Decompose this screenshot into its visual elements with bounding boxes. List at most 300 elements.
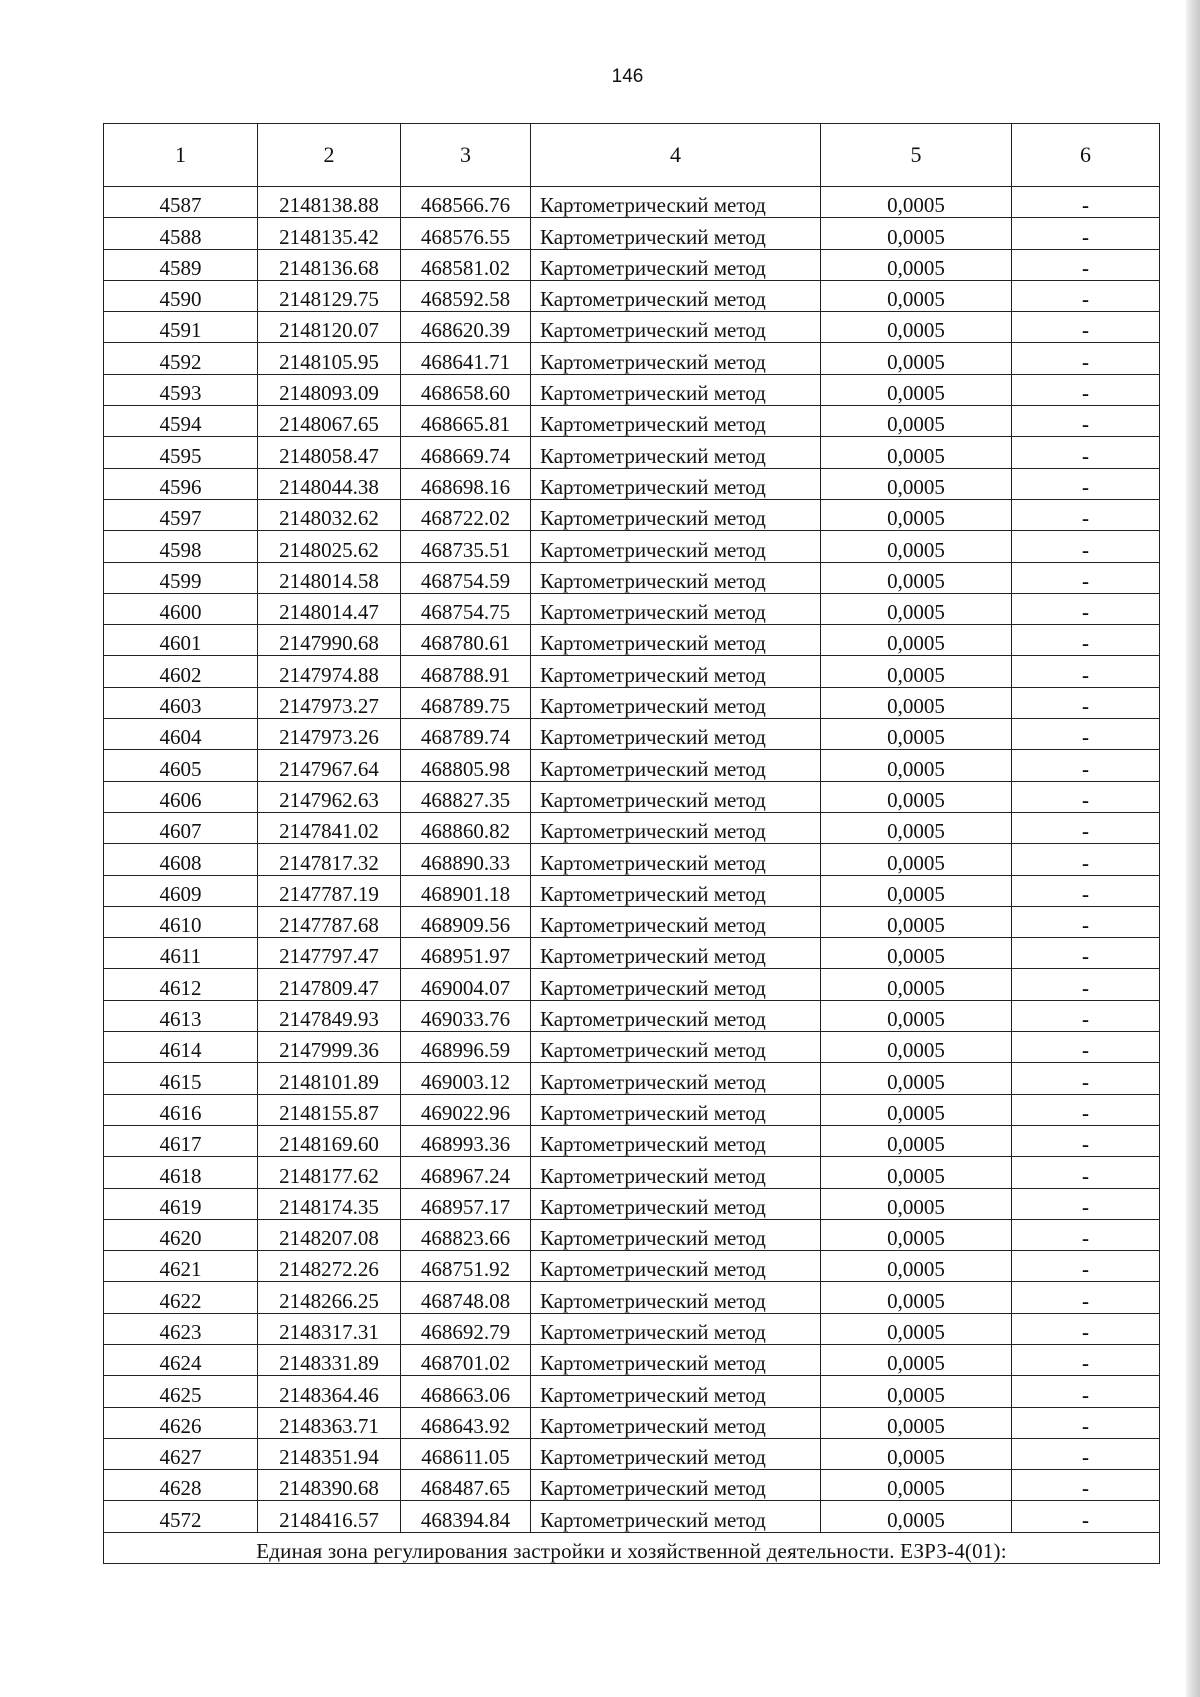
accuracy-cell: 0,0005 xyxy=(821,1470,1012,1501)
method-cell: Картометрический метод xyxy=(531,1219,821,1250)
y-coordinate-cell: 468663.06 xyxy=(401,1376,531,1407)
method-cell: Картометрический метод xyxy=(531,781,821,812)
note-cell: - xyxy=(1012,1407,1160,1438)
accuracy-cell: 0,0005 xyxy=(821,844,1012,875)
point-number-cell: 4628 xyxy=(104,1470,258,1501)
method-cell: Картометрический метод xyxy=(531,531,821,562)
header-cell-4: 4 xyxy=(531,124,821,187)
accuracy-cell: 0,0005 xyxy=(821,1000,1012,1031)
note-cell: - xyxy=(1012,1063,1160,1094)
x-coordinate-cell: 2148014.47 xyxy=(258,593,401,624)
table-row xyxy=(104,781,1160,812)
x-coordinate-cell: 2148266.25 xyxy=(258,1282,401,1313)
note-cell: - xyxy=(1012,1282,1160,1313)
x-coordinate-cell: 2148177.62 xyxy=(258,1157,401,1188)
x-coordinate-cell: 2148093.09 xyxy=(258,374,401,405)
y-coordinate-cell: 468789.75 xyxy=(401,687,531,718)
point-number-cell: 4615 xyxy=(104,1063,258,1094)
point-number-cell: 4595 xyxy=(104,437,258,468)
table-row xyxy=(104,1376,1160,1407)
table-row xyxy=(104,844,1160,875)
note-cell: - xyxy=(1012,1000,1160,1031)
x-coordinate-cell: 2147787.68 xyxy=(258,906,401,937)
table-row xyxy=(104,1470,1160,1501)
note-cell: - xyxy=(1012,1344,1160,1375)
accuracy-cell: 0,0005 xyxy=(821,187,1012,218)
point-number-cell: 4607 xyxy=(104,812,258,843)
point-number-cell: 4627 xyxy=(104,1438,258,1469)
method-cell: Картометрический метод xyxy=(531,312,821,343)
table-row xyxy=(104,531,1160,562)
x-coordinate-cell: 2148136.68 xyxy=(258,249,401,280)
point-number-cell: 4624 xyxy=(104,1344,258,1375)
point-number-cell: 4605 xyxy=(104,750,258,781)
accuracy-cell: 0,0005 xyxy=(821,750,1012,781)
method-cell: Картометрический метод xyxy=(531,437,821,468)
x-coordinate-cell: 2148101.89 xyxy=(258,1063,401,1094)
table-row xyxy=(104,1000,1160,1031)
y-coordinate-cell: 468592.58 xyxy=(401,280,531,311)
header-cell-5: 5 xyxy=(821,124,1012,187)
note-cell: - xyxy=(1012,625,1160,656)
x-coordinate-cell: 2148067.65 xyxy=(258,406,401,437)
table-row xyxy=(104,687,1160,718)
accuracy-cell: 0,0005 xyxy=(821,812,1012,843)
x-coordinate-cell: 2147797.47 xyxy=(258,938,401,969)
accuracy-cell: 0,0005 xyxy=(821,1251,1012,1282)
point-number-cell: 4594 xyxy=(104,406,258,437)
table-row xyxy=(104,969,1160,1000)
note-cell: - xyxy=(1012,969,1160,1000)
note-cell: - xyxy=(1012,719,1160,750)
note-cell: - xyxy=(1012,1125,1160,1156)
x-coordinate-cell: 2148331.89 xyxy=(258,1344,401,1375)
point-number-cell: 4602 xyxy=(104,656,258,687)
x-coordinate-cell: 2148032.62 xyxy=(258,499,401,530)
note-cell: - xyxy=(1012,938,1160,969)
x-coordinate-cell: 2148138.88 xyxy=(258,187,401,218)
table-row xyxy=(104,406,1160,437)
method-cell: Картометрический метод xyxy=(531,1282,821,1313)
accuracy-cell: 0,0005 xyxy=(821,687,1012,718)
table-row xyxy=(104,312,1160,343)
y-coordinate-cell: 468827.35 xyxy=(401,781,531,812)
note-cell: - xyxy=(1012,312,1160,343)
scan-edge xyxy=(1186,0,1200,1697)
x-coordinate-cell: 2147967.64 xyxy=(258,750,401,781)
x-coordinate-cell: 2148416.57 xyxy=(258,1501,401,1532)
table-row xyxy=(104,1313,1160,1344)
page-number: 146 xyxy=(611,66,644,87)
note-cell: - xyxy=(1012,437,1160,468)
x-coordinate-cell: 2148025.62 xyxy=(258,531,401,562)
y-coordinate-cell: 469003.12 xyxy=(401,1063,531,1094)
table-row xyxy=(104,1344,1160,1375)
x-coordinate-cell: 2148135.42 xyxy=(258,218,401,249)
point-number-cell: 4597 xyxy=(104,499,258,530)
y-coordinate-cell: 468780.61 xyxy=(401,625,531,656)
note-cell: - xyxy=(1012,1470,1160,1501)
accuracy-cell: 0,0005 xyxy=(821,406,1012,437)
point-number-cell: 4593 xyxy=(104,374,258,405)
x-coordinate-cell: 2148363.71 xyxy=(258,1407,401,1438)
y-coordinate-cell: 468735.51 xyxy=(401,531,531,562)
x-coordinate-cell: 2147809.47 xyxy=(258,969,401,1000)
point-number-cell: 4587 xyxy=(104,187,258,218)
method-cell: Картометрический метод xyxy=(531,218,821,249)
accuracy-cell: 0,0005 xyxy=(821,1407,1012,1438)
method-cell: Картометрический метод xyxy=(531,593,821,624)
table-row xyxy=(104,562,1160,593)
x-coordinate-cell: 2147787.19 xyxy=(258,875,401,906)
y-coordinate-cell: 468957.17 xyxy=(401,1188,531,1219)
table-row xyxy=(104,719,1160,750)
note-cell: - xyxy=(1012,1376,1160,1407)
accuracy-cell: 0,0005 xyxy=(821,875,1012,906)
note-cell: - xyxy=(1012,656,1160,687)
x-coordinate-cell: 2148105.95 xyxy=(258,343,401,374)
header-cell-3: 3 xyxy=(401,124,531,187)
table-body xyxy=(104,124,1160,1564)
accuracy-cell: 0,0005 xyxy=(821,531,1012,562)
table-row xyxy=(104,280,1160,311)
y-coordinate-cell: 468748.08 xyxy=(401,1282,531,1313)
x-coordinate-cell: 2148058.47 xyxy=(258,437,401,468)
table-row xyxy=(104,1188,1160,1219)
y-coordinate-cell: 468823.66 xyxy=(401,1219,531,1250)
note-cell: - xyxy=(1012,499,1160,530)
table-row xyxy=(104,249,1160,280)
point-number-cell: 4598 xyxy=(104,531,258,562)
method-cell: Картометрический метод xyxy=(531,656,821,687)
table-row xyxy=(104,1063,1160,1094)
accuracy-cell: 0,0005 xyxy=(821,280,1012,311)
table-header-row xyxy=(104,124,1160,187)
accuracy-cell: 0,0005 xyxy=(821,312,1012,343)
y-coordinate-cell: 468951.97 xyxy=(401,938,531,969)
accuracy-cell: 0,0005 xyxy=(821,218,1012,249)
accuracy-cell: 0,0005 xyxy=(821,969,1012,1000)
method-cell: Картометрический метод xyxy=(531,1438,821,1469)
accuracy-cell: 0,0005 xyxy=(821,1438,1012,1469)
table-row xyxy=(104,343,1160,374)
method-cell: Картометрический метод xyxy=(531,1344,821,1375)
x-coordinate-cell: 2147973.26 xyxy=(258,719,401,750)
x-coordinate-cell: 2148155.87 xyxy=(258,1094,401,1125)
point-number-cell: 4572 xyxy=(104,1501,258,1532)
point-number-cell: 4610 xyxy=(104,906,258,937)
method-cell: Картометрический метод xyxy=(531,812,821,843)
note-cell: - xyxy=(1012,844,1160,875)
method-cell: Картометрический метод xyxy=(531,1188,821,1219)
x-coordinate-cell: 2147817.32 xyxy=(258,844,401,875)
table-row xyxy=(104,593,1160,624)
table-row xyxy=(104,187,1160,218)
y-coordinate-cell: 468643.92 xyxy=(401,1407,531,1438)
method-cell: Картометрический метод xyxy=(531,1313,821,1344)
table-row xyxy=(104,938,1160,969)
x-coordinate-cell: 2148129.75 xyxy=(258,280,401,311)
note-cell: - xyxy=(1012,406,1160,437)
note-cell: - xyxy=(1012,750,1160,781)
accuracy-cell: 0,0005 xyxy=(821,1063,1012,1094)
note-cell: - xyxy=(1012,468,1160,499)
accuracy-cell: 0,0005 xyxy=(821,1219,1012,1250)
y-coordinate-cell: 468701.02 xyxy=(401,1344,531,1375)
method-cell: Картометрический метод xyxy=(531,249,821,280)
method-cell: Картометрический метод xyxy=(531,687,821,718)
y-coordinate-cell: 468789.74 xyxy=(401,719,531,750)
note-cell: - xyxy=(1012,1188,1160,1219)
y-coordinate-cell: 468669.74 xyxy=(401,437,531,468)
point-number-cell: 4617 xyxy=(104,1125,258,1156)
point-number-cell: 4592 xyxy=(104,343,258,374)
table-row xyxy=(104,1157,1160,1188)
note-cell: - xyxy=(1012,249,1160,280)
point-number-cell: 4590 xyxy=(104,280,258,311)
table-row xyxy=(104,218,1160,249)
x-coordinate-cell: 2147974.88 xyxy=(258,656,401,687)
method-cell: Картометрический метод xyxy=(531,499,821,530)
accuracy-cell: 0,0005 xyxy=(821,499,1012,530)
y-coordinate-cell: 469004.07 xyxy=(401,969,531,1000)
accuracy-cell: 0,0005 xyxy=(821,1125,1012,1156)
y-coordinate-cell: 468805.98 xyxy=(401,750,531,781)
table-row xyxy=(104,468,1160,499)
accuracy-cell: 0,0005 xyxy=(821,562,1012,593)
note-cell: - xyxy=(1012,1094,1160,1125)
point-number-cell: 4619 xyxy=(104,1188,258,1219)
table-row xyxy=(104,656,1160,687)
table-caption-row xyxy=(104,1532,1160,1563)
table-row xyxy=(104,1032,1160,1063)
point-number-cell: 4613 xyxy=(104,1000,258,1031)
note-cell: - xyxy=(1012,1219,1160,1250)
note-cell: - xyxy=(1012,1251,1160,1282)
x-coordinate-cell: 2148390.68 xyxy=(258,1470,401,1501)
method-cell: Картометрический метод xyxy=(531,1407,821,1438)
point-number-cell: 4591 xyxy=(104,312,258,343)
y-coordinate-cell: 468751.92 xyxy=(401,1251,531,1282)
table-row xyxy=(104,906,1160,937)
method-cell: Картометрический метод xyxy=(531,468,821,499)
method-cell: Картометрический метод xyxy=(531,1094,821,1125)
method-cell: Картометрический метод xyxy=(531,1470,821,1501)
method-cell: Картометрический метод xyxy=(531,406,821,437)
y-coordinate-cell: 468665.81 xyxy=(401,406,531,437)
note-cell: - xyxy=(1012,343,1160,374)
table-row xyxy=(104,1094,1160,1125)
note-cell: - xyxy=(1012,1157,1160,1188)
note-cell: - xyxy=(1012,1501,1160,1532)
method-cell: Картометрический метод xyxy=(531,906,821,937)
y-coordinate-cell: 468611.05 xyxy=(401,1438,531,1469)
x-coordinate-cell: 2148317.31 xyxy=(258,1313,401,1344)
method-cell: Картометрический метод xyxy=(531,875,821,906)
accuracy-cell: 0,0005 xyxy=(821,719,1012,750)
table-row xyxy=(104,875,1160,906)
accuracy-cell: 0,0005 xyxy=(821,1188,1012,1219)
header-cell-1: 1 xyxy=(104,124,258,187)
method-cell: Картометрический метод xyxy=(531,374,821,405)
note-cell: - xyxy=(1012,781,1160,812)
method-cell: Картометрический метод xyxy=(531,1063,821,1094)
header-cell-2: 2 xyxy=(258,124,401,187)
x-coordinate-cell: 2148207.08 xyxy=(258,1219,401,1250)
note-cell: - xyxy=(1012,562,1160,593)
accuracy-cell: 0,0005 xyxy=(821,938,1012,969)
y-coordinate-cell: 468394.84 xyxy=(401,1501,531,1532)
x-coordinate-cell: 2148120.07 xyxy=(258,312,401,343)
y-coordinate-cell: 468581.02 xyxy=(401,249,531,280)
note-cell: - xyxy=(1012,531,1160,562)
point-number-cell: 4618 xyxy=(104,1157,258,1188)
table-row xyxy=(104,1501,1160,1532)
table-row xyxy=(104,750,1160,781)
point-number-cell: 4600 xyxy=(104,593,258,624)
method-cell: Картометрический метод xyxy=(531,1251,821,1282)
accuracy-cell: 0,0005 xyxy=(821,781,1012,812)
y-coordinate-cell: 468566.76 xyxy=(401,187,531,218)
x-coordinate-cell: 2147990.68 xyxy=(258,625,401,656)
table-row xyxy=(104,625,1160,656)
method-cell: Картометрический метод xyxy=(531,625,821,656)
y-coordinate-cell: 468692.79 xyxy=(401,1313,531,1344)
point-number-cell: 4614 xyxy=(104,1032,258,1063)
note-cell: - xyxy=(1012,187,1160,218)
y-coordinate-cell: 468967.24 xyxy=(401,1157,531,1188)
accuracy-cell: 0,0005 xyxy=(821,1501,1012,1532)
point-number-cell: 4599 xyxy=(104,562,258,593)
accuracy-cell: 0,0005 xyxy=(821,437,1012,468)
y-coordinate-cell: 468641.71 xyxy=(401,343,531,374)
method-cell: Картометрический метод xyxy=(531,969,821,1000)
point-number-cell: 4621 xyxy=(104,1251,258,1282)
accuracy-cell: 0,0005 xyxy=(821,625,1012,656)
point-number-cell: 4604 xyxy=(104,719,258,750)
method-cell: Картометрический метод xyxy=(531,1000,821,1031)
accuracy-cell: 0,0005 xyxy=(821,656,1012,687)
y-coordinate-cell: 468993.36 xyxy=(401,1125,531,1156)
method-cell: Картометрический метод xyxy=(531,1032,821,1063)
y-coordinate-cell: 468576.55 xyxy=(401,218,531,249)
table-row xyxy=(104,812,1160,843)
point-number-cell: 4626 xyxy=(104,1407,258,1438)
method-cell: Картометрический метод xyxy=(531,1501,821,1532)
accuracy-cell: 0,0005 xyxy=(821,906,1012,937)
x-coordinate-cell: 2147849.93 xyxy=(258,1000,401,1031)
note-cell: - xyxy=(1012,906,1160,937)
table-row xyxy=(104,1438,1160,1469)
y-coordinate-cell: 468788.91 xyxy=(401,656,531,687)
point-number-cell: 4596 xyxy=(104,468,258,499)
point-number-cell: 4620 xyxy=(104,1219,258,1250)
zone-caption: Единая зона регулирования застройки и хозяйственной деятельности. ЕЗРЗ-4(01): xyxy=(104,1532,1160,1563)
method-cell: Картометрический метод xyxy=(531,187,821,218)
x-coordinate-cell: 2148014.58 xyxy=(258,562,401,593)
y-coordinate-cell: 469033.76 xyxy=(401,1000,531,1031)
note-cell: - xyxy=(1012,280,1160,311)
point-number-cell: 4603 xyxy=(104,687,258,718)
y-coordinate-cell: 469022.96 xyxy=(401,1094,531,1125)
x-coordinate-cell: 2148169.60 xyxy=(258,1125,401,1156)
coordinates-table xyxy=(103,123,1160,1564)
accuracy-cell: 0,0005 xyxy=(821,1032,1012,1063)
note-cell: - xyxy=(1012,812,1160,843)
x-coordinate-cell: 2147841.02 xyxy=(258,812,401,843)
point-number-cell: 4622 xyxy=(104,1282,258,1313)
note-cell: - xyxy=(1012,875,1160,906)
y-coordinate-cell: 468658.60 xyxy=(401,374,531,405)
note-cell: - xyxy=(1012,218,1160,249)
method-cell: Картометрический метод xyxy=(531,280,821,311)
x-coordinate-cell: 2148174.35 xyxy=(258,1188,401,1219)
note-cell: - xyxy=(1012,1438,1160,1469)
y-coordinate-cell: 468620.39 xyxy=(401,312,531,343)
point-number-cell: 4589 xyxy=(104,249,258,280)
accuracy-cell: 0,0005 xyxy=(821,468,1012,499)
y-coordinate-cell: 468890.33 xyxy=(401,844,531,875)
method-cell: Картометрический метод xyxy=(531,750,821,781)
accuracy-cell: 0,0005 xyxy=(821,1157,1012,1188)
accuracy-cell: 0,0005 xyxy=(821,593,1012,624)
table-row xyxy=(104,374,1160,405)
y-coordinate-cell: 468487.65 xyxy=(401,1470,531,1501)
accuracy-cell: 0,0005 xyxy=(821,1094,1012,1125)
point-number-cell: 4611 xyxy=(104,938,258,969)
point-number-cell: 4588 xyxy=(104,218,258,249)
accuracy-cell: 0,0005 xyxy=(821,343,1012,374)
x-coordinate-cell: 2148364.46 xyxy=(258,1376,401,1407)
method-cell: Картометрический метод xyxy=(531,719,821,750)
x-coordinate-cell: 2148272.26 xyxy=(258,1251,401,1282)
y-coordinate-cell: 468754.59 xyxy=(401,562,531,593)
note-cell: - xyxy=(1012,1313,1160,1344)
accuracy-cell: 0,0005 xyxy=(821,374,1012,405)
method-cell: Картометрический метод xyxy=(531,844,821,875)
accuracy-cell: 0,0005 xyxy=(821,249,1012,280)
y-coordinate-cell: 468722.02 xyxy=(401,499,531,530)
method-cell: Картометрический метод xyxy=(531,343,821,374)
table-row xyxy=(104,1251,1160,1282)
y-coordinate-cell: 468996.59 xyxy=(401,1032,531,1063)
y-coordinate-cell: 468754.75 xyxy=(401,593,531,624)
table-row xyxy=(104,1219,1160,1250)
accuracy-cell: 0,0005 xyxy=(821,1313,1012,1344)
method-cell: Картометрический метод xyxy=(531,1157,821,1188)
x-coordinate-cell: 2147973.27 xyxy=(258,687,401,718)
method-cell: Картометрический метод xyxy=(531,1125,821,1156)
table-row xyxy=(104,499,1160,530)
table-row xyxy=(104,1407,1160,1438)
point-number-cell: 4606 xyxy=(104,781,258,812)
point-number-cell: 4608 xyxy=(104,844,258,875)
point-number-cell: 4625 xyxy=(104,1376,258,1407)
point-number-cell: 4601 xyxy=(104,625,258,656)
x-coordinate-cell: 2147962.63 xyxy=(258,781,401,812)
y-coordinate-cell: 468909.56 xyxy=(401,906,531,937)
note-cell: - xyxy=(1012,687,1160,718)
method-cell: Картометрический метод xyxy=(531,562,821,593)
note-cell: - xyxy=(1012,1032,1160,1063)
point-number-cell: 4616 xyxy=(104,1094,258,1125)
x-coordinate-cell: 2148351.94 xyxy=(258,1438,401,1469)
point-number-cell: 4609 xyxy=(104,875,258,906)
y-coordinate-cell: 468860.82 xyxy=(401,812,531,843)
table-row xyxy=(104,437,1160,468)
accuracy-cell: 0,0005 xyxy=(821,1376,1012,1407)
x-coordinate-cell: 2148044.38 xyxy=(258,468,401,499)
